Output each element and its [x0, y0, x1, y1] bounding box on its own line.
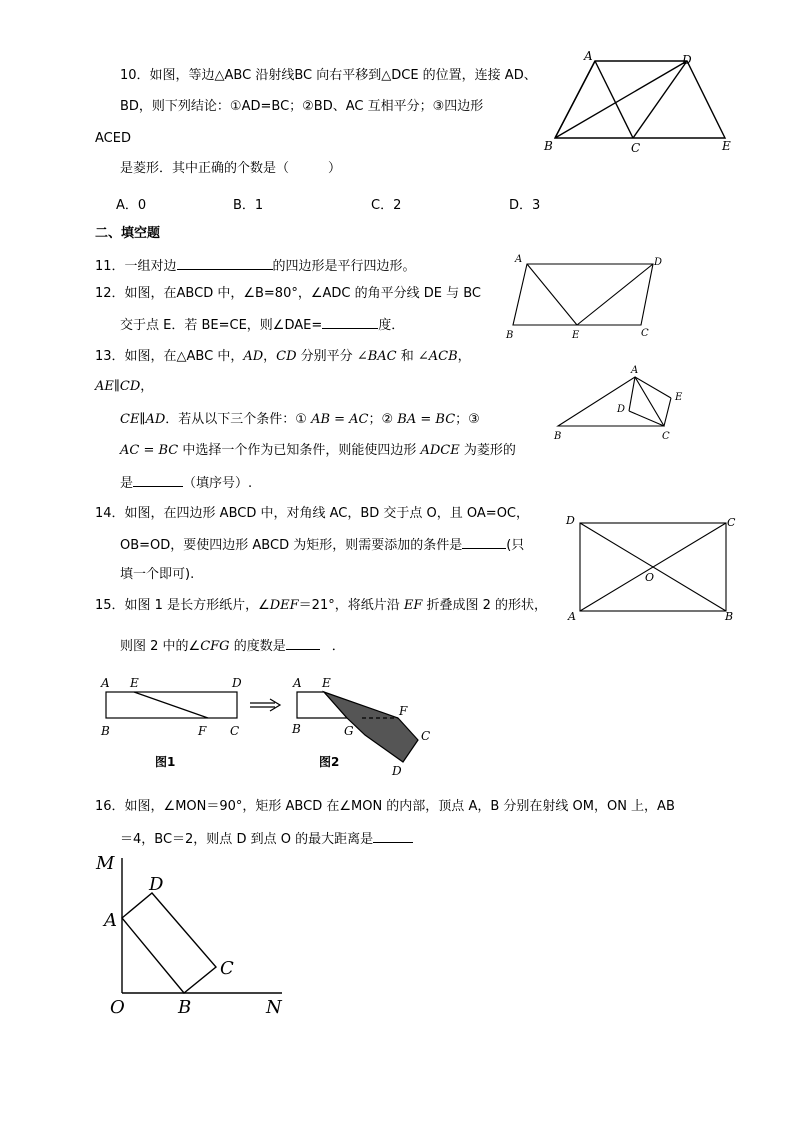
q16-fig-label-b: B [178, 997, 192, 1018]
q15-fig2-label-b: B [292, 722, 301, 736]
q10-figure [540, 48, 740, 158]
q15-arrow-icon [250, 699, 280, 711]
q10-option-b: B．1 [233, 198, 264, 213]
q10-fig-label-a: A [584, 49, 593, 63]
q15-fig2-label-c: C [421, 729, 431, 743]
q14-fig-label-c: C [727, 516, 736, 529]
q14-fig-label-d: D [566, 514, 575, 527]
q16-line1: 16．如图，∠MON＝90°，矩形 ABCD 在∠MON 的内部，顶点 A，B 分别在射线 OM，ON 上，AB [95, 799, 675, 814]
q12-figure [505, 252, 695, 342]
q13-line3: CE∥AD．若从以下三个条件：① AB = AC；② BA = BC；③ [120, 412, 480, 427]
q10-line1: 10．如图，等边△ABC 沿射线BC 向右平移到△DCE 的位置，连接 AD、 [120, 68, 537, 83]
q15-fig2-label-f: F [399, 704, 408, 718]
q12-fig-label-e: E [572, 330, 580, 341]
q15-fig1-label-e: E [130, 676, 139, 690]
q14-fig-label-b: B [725, 610, 734, 623]
q14-fig-label-a: A [568, 610, 576, 623]
q10-line2: BD，则下列结论：①AD=BC；②BD、AC 互相平分；③四边形 [120, 99, 484, 114]
q10-line3: ACED [95, 131, 131, 146]
q15-fig2-label-g: G [344, 724, 354, 738]
q15-fig1-label-a: A [101, 676, 110, 690]
q13-fig-label-b: B [554, 431, 562, 442]
q11-text: 11．一组对边 的四边形是平行四边形。 [95, 259, 416, 274]
q12-fig-label-c: C [641, 328, 649, 339]
q14-figure [560, 508, 750, 628]
q10-fig-label-e: E [722, 139, 731, 153]
section-fill-in-heading: 二、填空题 [95, 226, 161, 241]
q14-line1: 14．如图，在四边形 ABCD 中，对角线 AC，BD 交于点 O，且 OA=OC， [95, 506, 530, 521]
q12-fig-label-b: B [506, 330, 514, 341]
q16-fig-label-n: N [266, 997, 282, 1018]
q15-line1: 15．如图 1 是长方形纸片，∠DEF＝21°，将纸片沿 EF 折叠成图 2 的形状， [95, 598, 548, 613]
q16-figure [92, 848, 302, 1023]
q15-fig2-label-e: E [322, 676, 331, 690]
q14-line2: OB=OD，要使四边形 ABCD 为矩形，则需要添加的条件是 (只 [120, 538, 525, 553]
q12-line2: 交于点 E．若 BE=CE，则∠DAE= 度． [120, 318, 405, 333]
q16-fig-label-c: C [220, 958, 234, 979]
q15-line2: 则图 2 中的∠CFG 的度数是 ． [120, 639, 345, 654]
q13-line5: 是 （填序号）. [120, 476, 253, 491]
q15-fig1-label-f: F [198, 724, 207, 738]
q15-fig1-label-b: B [101, 724, 110, 738]
q13-line4: AC = BC 中选择一个作为已知条件，则能使四边形 ADCE 为菱形的 [120, 443, 516, 458]
q16-fig-label-m: M [96, 853, 115, 874]
q10-option-c: C．2 [371, 198, 402, 213]
q12-fig-label-a: A [515, 254, 523, 265]
q16-line2: ＝4，BC＝2，则点 D 到点 O 的最大距离是 [120, 830, 413, 848]
q16-fig-label-d: D [149, 874, 164, 895]
q10-line4: 是菱形．其中正确的个数是（ ） [120, 161, 342, 176]
q15-fig2-label-d: D [392, 764, 402, 778]
q15-fig1-label-c: C [230, 724, 240, 738]
q10-option-d: D．3 [509, 198, 541, 213]
q16-fig-label-o: O [110, 997, 125, 1018]
q13-fig-label-a: A [631, 365, 639, 376]
q15-fig1-label-d: D [232, 676, 242, 690]
q13-figure [550, 360, 700, 450]
q16-fig-label-a: A [104, 910, 117, 931]
q13-fig-label-d: D [617, 404, 626, 415]
q10-fig-label-c: C [631, 141, 641, 155]
q13-fig-label-c: C [662, 431, 670, 442]
q15-figure [92, 670, 452, 785]
q13-fig-label-e: E [675, 392, 683, 403]
q12-fig-label-d: D [654, 257, 663, 268]
q14-line3: 填一个即可). [120, 567, 195, 582]
q13-line2: AE∥CD， [95, 379, 154, 394]
q15-fig2-caption: 图2 [319, 755, 340, 769]
q15-fig1-caption: 图1 [155, 755, 176, 769]
q12-line1: 12．如图，在ABCD 中，∠B=80°，∠ADC 的角平分线 DE 与 BC [95, 286, 482, 301]
q10-fig-label-d: D [682, 53, 692, 67]
q13-line1: 13．如图，在△ABC 中，AD，CD 分别平分 ∠BAC 和 ∠ACB， [95, 349, 471, 364]
q10-fig-label-b: B [544, 139, 553, 153]
q14-fig-label-o: O [645, 571, 655, 584]
q10-option-a: A．0 [116, 198, 147, 213]
q15-fig2-label-a: A [293, 676, 302, 690]
